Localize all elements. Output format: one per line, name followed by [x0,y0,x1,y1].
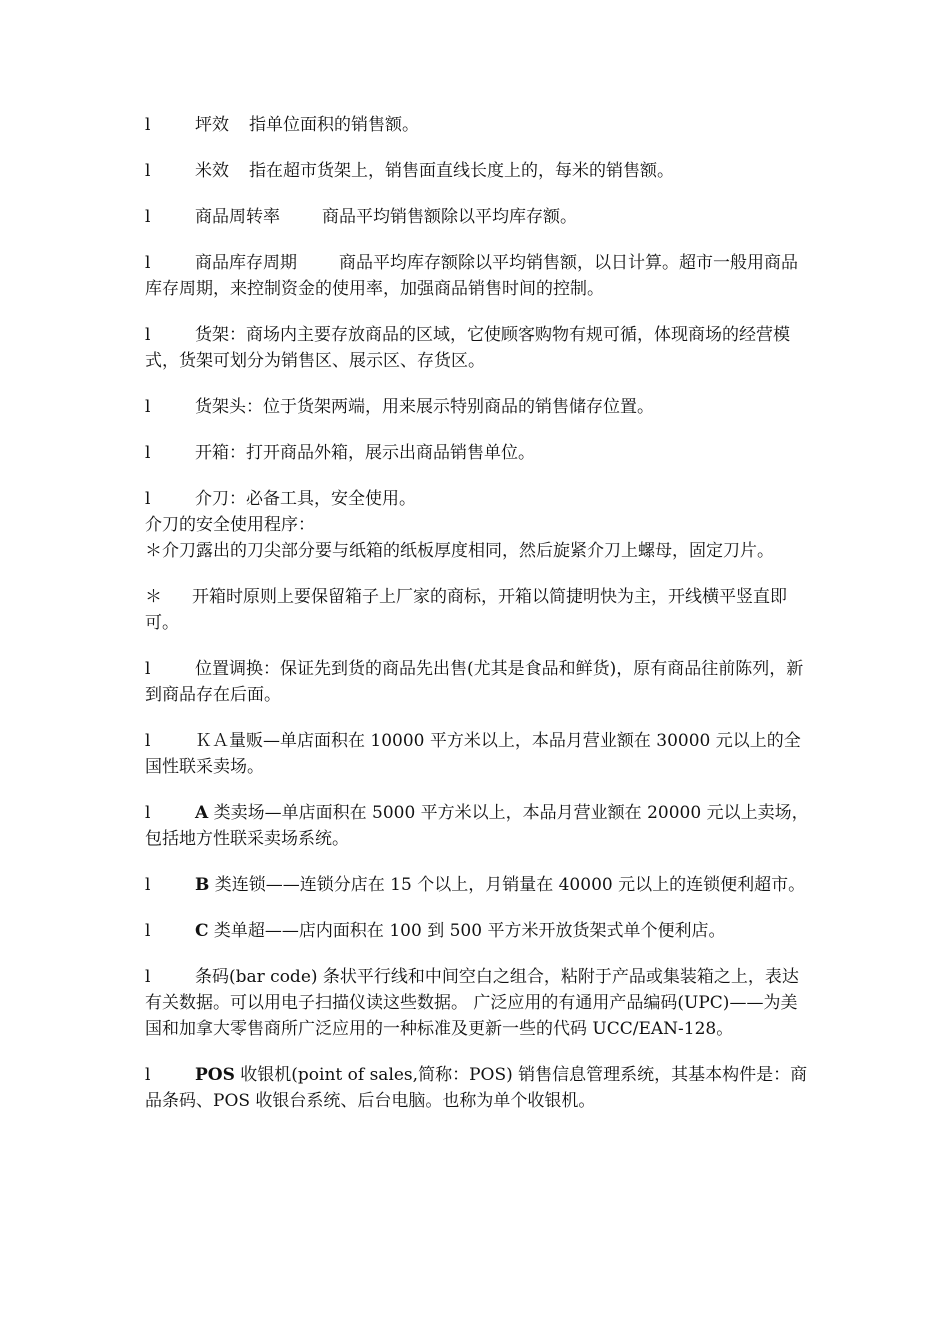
bullet: l [145,397,151,417]
bullet: l [145,489,151,509]
term: 商品库存周期 [195,253,297,273]
knife-step-1: ＊介刀露出的刀尖部分要与纸箱的纸板厚度相同，然后旋紧介刀上螺母，固定刀片。 [145,541,774,561]
entry-open-box [145,440,810,466]
class-label: B [195,875,210,895]
bullet: l [145,921,151,941]
entry-turnover [145,204,810,230]
class-label: A [195,803,209,823]
class-label: POS [195,1065,235,1085]
definition: 类连锁——连锁分店在 15 个以上，月销量在 40000 元以上的连锁便利超市。 [209,875,806,895]
definition: 指单位面积的销售额。 [249,115,419,135]
knife-procedure-heading: 介刀的安全使用程序： [145,515,315,535]
definition: 货架：商场内主要存放商品的区域，它使顾客购物有规可循，体现商场的经营模式，货架可划分为销售区、展示区、存货区。 [145,325,790,371]
entry-knife [145,486,810,564]
bullet: l [145,161,151,181]
definition: 商品平均销售额除以平均库存额。 [322,207,577,227]
knife-step-2 [145,584,810,636]
definition: 指在超市货架上，销售面直线长度上的，每米的销售额。 [249,161,674,181]
entry-ka [145,728,810,780]
definition: 收银机(point of sales,简称：POS) 销售信息管理系统，其基本构件是：商品条码、POS 收银台系统、后台电脑。也称为单个收银机。 [145,1065,808,1111]
term: 坪效 [195,115,229,135]
entry-b-class [145,872,810,898]
bullet: l [145,115,151,135]
entry-shelf-head [145,394,810,420]
entry-pos [145,1062,810,1114]
document-page [145,112,810,1134]
bullet: l [145,443,151,463]
definition: 类卖场—单店面积在 5000 平方米以上，本品月营业额在 20000 元以上卖场，包括地方性联采卖场系统。 [145,803,809,849]
bullet: l [145,731,151,751]
class-label: C [195,921,209,941]
bullet: l [145,207,151,227]
bullet: l [145,1065,151,1085]
entry-a-class [145,800,810,852]
definition: 货架头：位于货架两端，用来展示特别商品的销售储存位置。 [195,397,654,417]
term: 商品周转率 [195,207,280,227]
definition: 类单超——店内面积在 100 到 500 平方米开放货架式单个便利店。 [208,921,726,941]
term: 米效 [195,161,229,181]
entry-inventory-cycle [145,250,810,302]
definition: 开箱时原则上要保留箱子上厂家的商标，开箱以简捷明快为主，开线横平竖直即可。 [145,587,787,633]
definition: 介刀：必备工具，安全使用。 [195,489,416,509]
star-bullet: ＊ [145,587,162,607]
definition: 商品平均库存额除以平均销售额，以日计算。超市一般用商品库存周期，来控制资金的使用率，加强商品销售时间的控制。 [145,253,798,299]
bullet: l [145,325,151,345]
entry-position-swap [145,656,810,708]
definition: 开箱：打开商品外箱，展示出商品销售单位。 [195,443,535,463]
definition: 位置调换：保证先到货的商品先出售(尤其是食品和鲜货)，原有商品往前陈列，新到商品存在后面。 [145,659,804,705]
definition: 条码(bar code) 条状平行线和中间空白之组合，粘附于产品或集装箱之上，表达有关数据。可以用电子扫描仪读这些数据。 广泛应用的有通用产品编码(UPC)——为美国和加拿大零售商所广泛应用的一种标准及更新一些的代码 UCC/EAN-128。 [145,967,799,1039]
bullet: l [145,253,151,273]
entry-mixiao [145,158,810,184]
entry-c-class [145,918,810,944]
bullet: l [145,659,151,679]
definition: ＫＡ量贩—单店面积在 10000 平方米以上，本品月营业额在 30000 元以上的全国性联采卖场。 [145,731,801,777]
entry-barcode [145,964,810,1042]
bullet: l [145,875,151,895]
bullet: l [145,967,151,987]
entry-pingxiao [145,112,810,138]
bullet: l [145,803,151,823]
entry-shelf [145,322,810,374]
